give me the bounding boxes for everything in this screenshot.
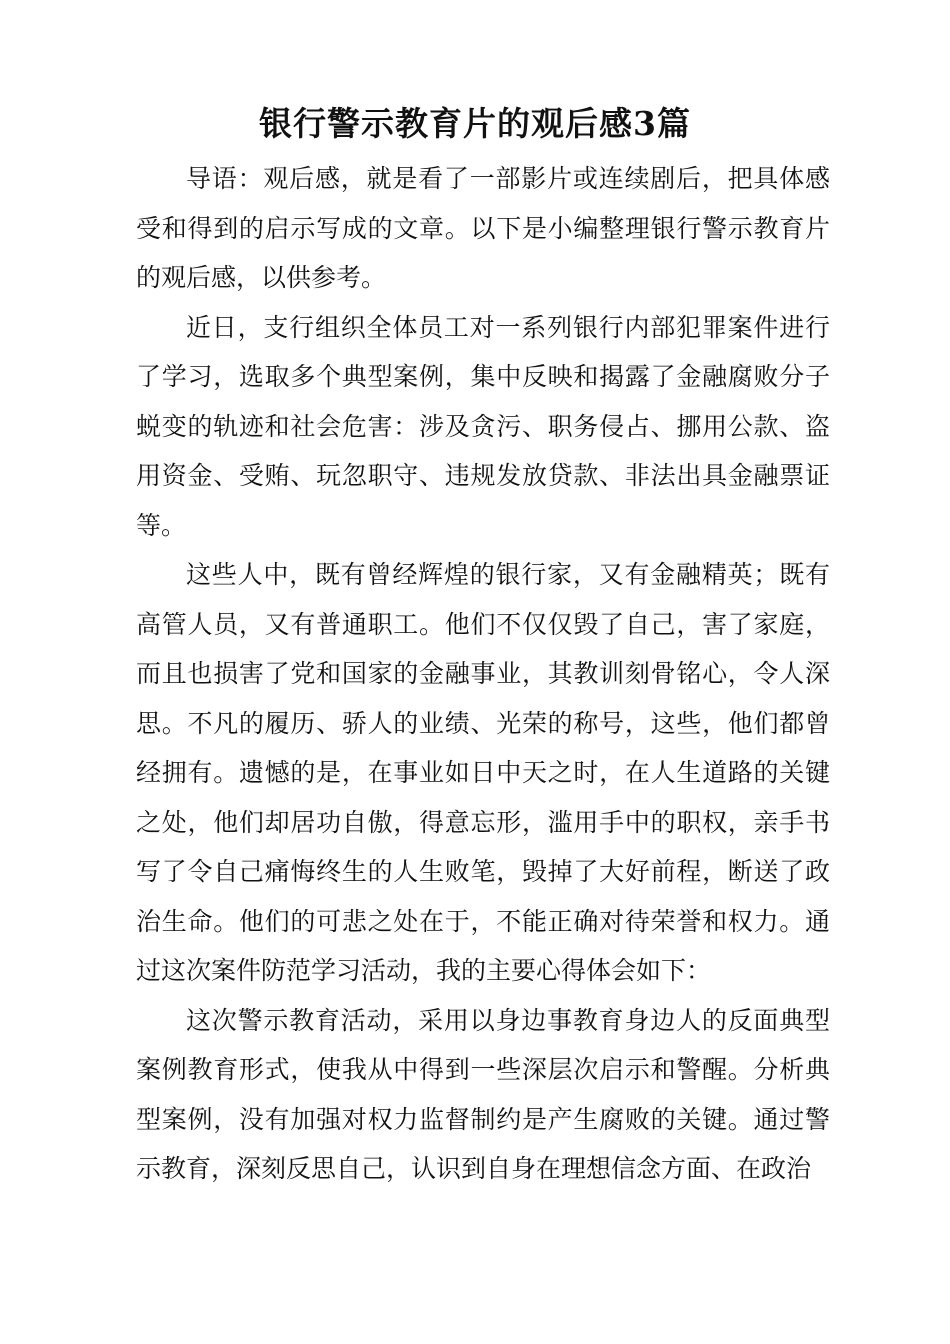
document-body bbox=[136, 154, 830, 1194]
paragraph-intro: 导语：观后感，就是看了一部影片或连续剧后，把具体感受和得到的启示写成的文章。以下是小编整理银行警示教育片的观后感，以供参考。 bbox=[136, 164, 830, 292]
paragraph-warning-education: 这次警示教育活动，采用以身边事教育身边人的反面典型案例教育形式，使我从中得到一些深层次启示和警醒。分析典型案例，没有加强对权力监督制约是产生腐败的关键。通过警示教育，深刻反思自己，认识到自身在理想信念方面、在政治 bbox=[136, 1005, 830, 1183]
paragraph-reflection: 这些人中，既有曾经辉煌的银行家，又有金融精英；既有高管人员，又有普通职工。他们不仅仅毁了自己，害了家庭，而且也损害了党和国家的金融事业，其教训刻骨铭心，令人深思。不凡的履历、骄人的业绩、光荣的称号，这些，他们都曾经拥有。遗憾的是，在事业如日中天之时，在人生道路的关键之处，他们却居功自傲，得意忘形，滥用手中的职权，亲手书写了令自己痛悔终生的人生败笔，毁掉了大好前程，断送了政治生命。他们的可悲之处在于，不能正确对待荣誉和权力。通过这次案件防范学习活动，我的主要心得体会如下： bbox=[136, 560, 830, 985]
paragraph-cases: 近日，支行组织全体员工对一系列银行内部犯罪案件进行了学习，选取多个典型案例，集中反映和揭露了金融腐败分子蜕变的轨迹和社会危害：涉及贪污、职务侵占、挪用公款、盗用资金、受贿、玩忽职守、违规发放贷款、非法出具金融票证等。 bbox=[136, 312, 830, 540]
document-title: 银行警示教育片的观后感3篇 bbox=[259, 104, 691, 143]
